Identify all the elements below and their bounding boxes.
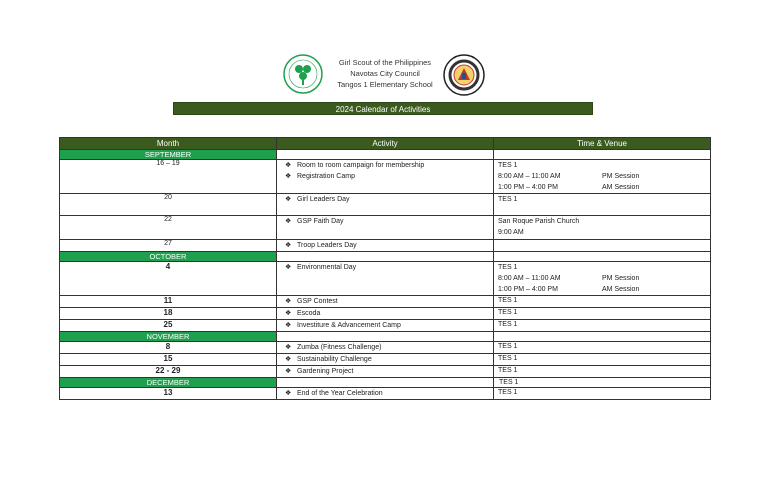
date-cell: 16 – 19 — [60, 160, 277, 194]
table-row — [60, 240, 711, 252]
venue-cell: TES 1 — [494, 378, 711, 388]
month-label: SEPTEMBER — [60, 150, 277, 160]
calendar-title-banner: 2024 Calendar of Activities — [173, 102, 593, 115]
activities-table — [59, 137, 711, 400]
table-row — [60, 354, 711, 366]
activity-cell: ❖ GSP Faith Day — [277, 216, 494, 240]
table-row — [60, 216, 711, 240]
venue-cell: TES 1 8:00 AM – 11:00 AM PM Session 1:00 PM – 4:00 PM AM Session — [494, 262, 711, 296]
org-line3: Tangos 1 Elementary School — [337, 80, 433, 89]
table-row — [60, 388, 711, 400]
col-header-month: Month — [60, 138, 277, 150]
month-label: NOVEMBER — [60, 332, 277, 342]
month-label: DECEMBER — [60, 378, 277, 388]
activity-text: Registration Camp — [297, 173, 355, 180]
date-cell: 25 — [60, 320, 277, 332]
activity-cell: ❖ Zumba (Fitness Challenge) — [277, 342, 494, 354]
table-row — [60, 320, 711, 332]
date-cell: 13 — [60, 388, 277, 400]
venue-cell: TES 1 — [494, 308, 711, 320]
venue-cell: TES 1 — [494, 366, 711, 378]
col-header-time-venue: Time & Venue — [494, 138, 711, 150]
school-seal-logo-icon — [443, 54, 485, 96]
month-row-october — [60, 252, 711, 262]
date-cell: 8 — [60, 342, 277, 354]
month-row-november — [60, 332, 711, 342]
col-header-activity: Activity — [277, 138, 494, 150]
table-row — [60, 160, 711, 194]
org-line2: Navotas City Council — [350, 69, 420, 78]
month-row-december — [60, 378, 711, 388]
date-cell: 11 — [60, 296, 277, 308]
gsp-clover-logo-icon — [283, 54, 323, 94]
activity-cell: ❖ Gardening Project — [277, 366, 494, 378]
date-cell: 18 — [60, 308, 277, 320]
table-row — [60, 342, 711, 354]
date-cell: 27 — [60, 240, 277, 252]
activity-cell: ❖ End of the Year Celebration — [277, 388, 494, 400]
table-row — [60, 262, 711, 296]
activity-cell: ❖ Room to room campaign for membership ❖ Registration Camp — [277, 160, 494, 194]
venue-cell: TES 1 — [494, 354, 711, 366]
activity-cell: ❖ Sustainability Challenge — [277, 354, 494, 366]
activity-cell: ❖ Escoda — [277, 308, 494, 320]
venue-cell: TES 1 — [494, 296, 711, 308]
org-line1: Girl Scout of the Philippines — [338, 58, 432, 67]
date-cell: 22 — [60, 216, 277, 240]
activity-cell: ❖ GSP Contest — [277, 296, 494, 308]
organization-name — [330, 57, 440, 90]
venue-cell: TES 1 — [494, 342, 711, 354]
document-header — [0, 52, 768, 98]
activity-cell: ❖ Investiture & Advancement Camp — [277, 320, 494, 332]
table-row — [60, 366, 711, 378]
table-header-row — [60, 138, 711, 150]
date-cell: 4 — [60, 262, 277, 296]
month-row-september — [60, 150, 711, 160]
venue-cell: TES 1 8:00 AM – 11:00 AM PM Session 1:00 PM – 4:00 PM AM Session — [494, 160, 711, 194]
venue-cell: San Roque Parish Church 9:00 AM — [494, 216, 711, 240]
date-cell: 22 - 29 — [60, 366, 277, 378]
date-cell: 15 — [60, 354, 277, 366]
activity-cell: ❖ Troop Leaders Day — [277, 240, 494, 252]
venue-cell — [494, 240, 711, 252]
date-cell: 20 — [60, 194, 277, 216]
venue-cell: TES 1 — [494, 388, 711, 400]
table-row — [60, 308, 711, 320]
activity-text: Room to room campaign for membership — [297, 162, 425, 169]
table-row — [60, 296, 711, 308]
activity-cell: ❖ Girl Leaders Day — [277, 194, 494, 216]
activity-cell: ❖ Environmental Day — [277, 262, 494, 296]
month-label: OCTOBER — [60, 252, 277, 262]
venue-cell: TES 1 — [494, 320, 711, 332]
table-row — [60, 194, 711, 216]
venue-cell: TES 1 — [494, 194, 711, 216]
